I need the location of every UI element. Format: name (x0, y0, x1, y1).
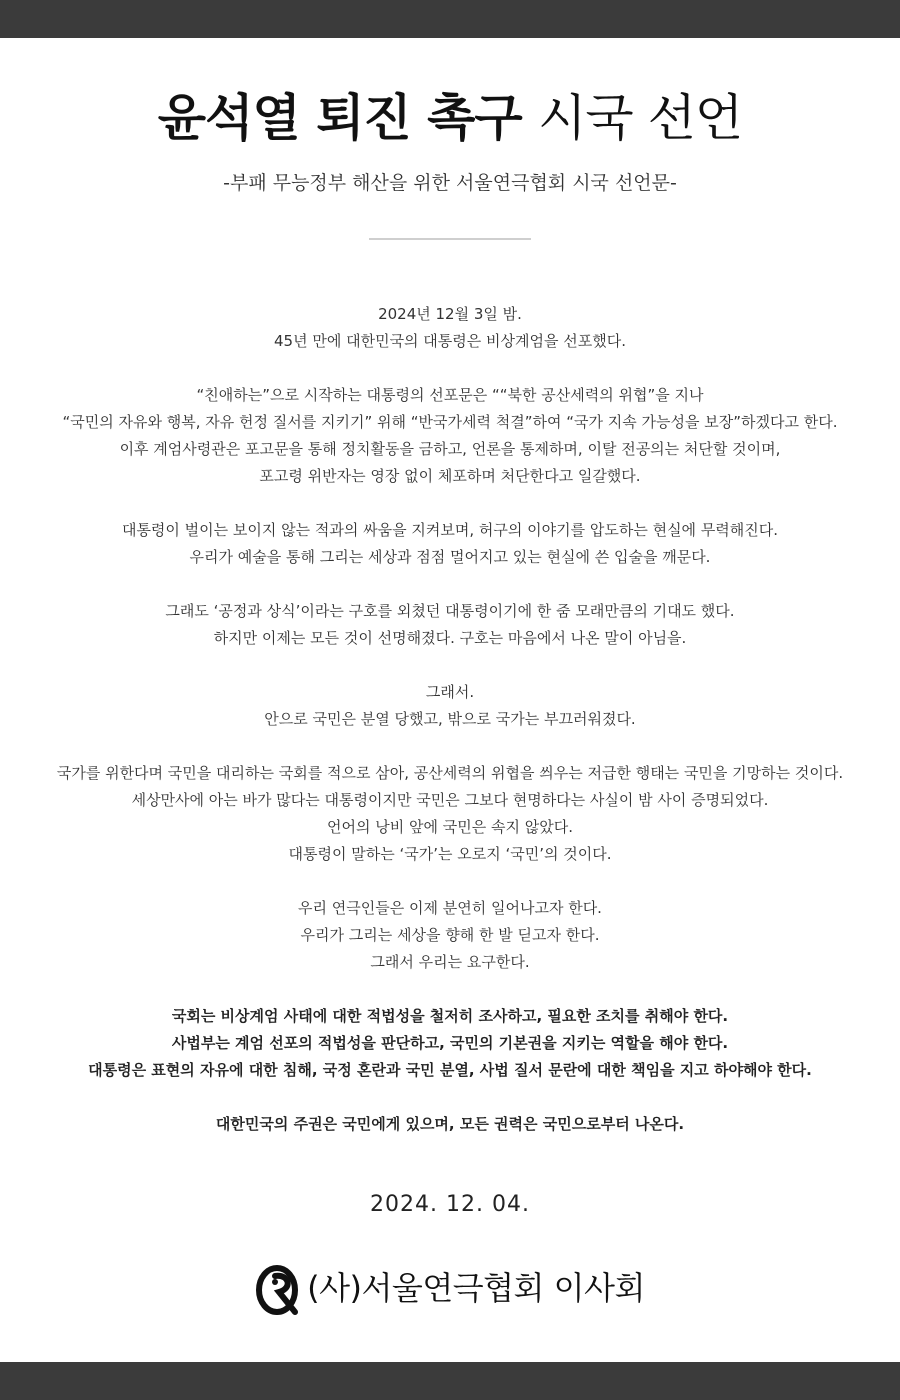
declaration-line: 안으로 국민은 분열 당했고, 밖으로 국가는 부끄러워졌다. (264, 710, 636, 728)
seoul-theatre-association-logo-icon (255, 1260, 305, 1316)
paragraph-gap (0, 490, 900, 517)
declaration-line: 대통령이 말하는 ‘국가’는 오로지 ‘국민’의 것이다. (288, 845, 612, 863)
demand-line: 대한민국의 주권은 국민에게 있으며, 모든 권력은 국민으로부터 나온다. (215, 1115, 685, 1133)
paragraph-gap (0, 868, 900, 895)
paragraph-gap (0, 733, 900, 760)
declaration-line: 이후 계엄사령관은 포고문을 통해 정치활동을 금하고, 언론을 통제하며, 이탈 전공의는 처단할 것이며, (119, 440, 781, 458)
declaration-line: 국가를 위한다며 국민을 대리하는 국회를 적으로 삼아, 공산세력의 위협을 씌우는 저급한 행태는 국민을 기망하는 것이다. (56, 764, 844, 782)
declaration-line: 언어의 낭비 앞에 국민은 속지 않았다. (327, 818, 573, 836)
demand-line: 국회는 비상계엄 사태에 대한 적법성을 철저히 조사하고, 필요한 조치를 취해야 한다. (171, 1007, 729, 1025)
demand-line: 대통령은 표현의 자유에 대한 침해, 국정 혼란과 국민 분열, 사법 질서 문란에 대한 책임을 지고 하야해야 한다. (88, 1061, 812, 1079)
bottom-bar (0, 1362, 900, 1400)
declaration-date: 2024. 12. 04. (370, 1192, 530, 1217)
title-light: 시국 선언 (538, 89, 743, 147)
paragraph-gap (0, 1084, 900, 1111)
declaration-line: 45년 만에 대한민국의 대통령은 비상계엄을 선포했다. (274, 332, 626, 350)
paragraph-gap (0, 355, 900, 382)
declaration-line: 그래서 우리는 요구한다. (370, 953, 530, 971)
title-bold: 윤석열 퇴진 촉구 (157, 89, 522, 147)
top-bar (0, 0, 900, 38)
paragraph-gap (0, 571, 900, 598)
declaration-line: 그래서. (425, 683, 475, 701)
declaration-line: 우리가 예술을 통해 그리는 세상과 점점 멀어지고 있는 현실에 쓴 입술을 깨문다. (189, 548, 711, 566)
declaration-line: 포고령 위반자는 영장 없이 체포하며 처단한다고 일갈했다. (259, 467, 641, 485)
paragraph-gap (0, 652, 900, 679)
declaration-line: “친애하는”으로 시작하는 대통령의 선포문은 ““북한 공산세력의 위협”을 지나 (196, 386, 704, 404)
declaration-line: 세상만사에 아는 바가 많다는 대통령이지만 국민은 그보다 현명하다는 사실이 밤 사이 증명되었다. (131, 791, 769, 809)
demand-line: 사법부는 계엄 선포의 적법성을 판단하고, 국민의 기본권을 지키는 역할을 해야 한다. (171, 1034, 729, 1052)
declaration-line: 우리 연극인들은 이제 분연히 일어나고자 한다. (298, 899, 602, 917)
page-title (0, 85, 900, 151)
subtitle: -부패 무능정부 해산을 위한 서울연극협회 시국 선언문- (223, 172, 677, 194)
divider (369, 238, 531, 240)
declaration-line: 2024년 12월 3일 밤. (378, 305, 522, 323)
declaration-line: “국민의 자유와 행복, 자유 헌정 질서를 지키기” 위해 “반국가세력 척결”하여 “국가 지속 가능성을 보장”하겠다고 한다. (62, 413, 838, 431)
declaration-body (0, 301, 900, 1138)
declaration-line: 우리가 그리는 세상을 향해 한 발 딛고자 한다. (300, 926, 600, 944)
signature-block (0, 1258, 900, 1318)
declaration-line: 대통령이 벌이는 보이지 않는 적과의 싸움을 지켜보며, 허구의 이야기를 압도하는 현실에 무력해진다. (121, 521, 779, 539)
declaration-line: 그래도 ‘공정과 상식’이라는 구호를 외쳤던 대통령이기에 한 줌 모래만큼의 기대도 했다. (165, 602, 735, 620)
declaration-line: 하지만 이제는 모든 것이 선명해졌다. 구호는 마음에서 나온 말이 아님을. (213, 629, 687, 647)
paragraph-gap (0, 976, 900, 1003)
organization-name: (사)서울연극협회 이사회 (307, 1269, 645, 1307)
